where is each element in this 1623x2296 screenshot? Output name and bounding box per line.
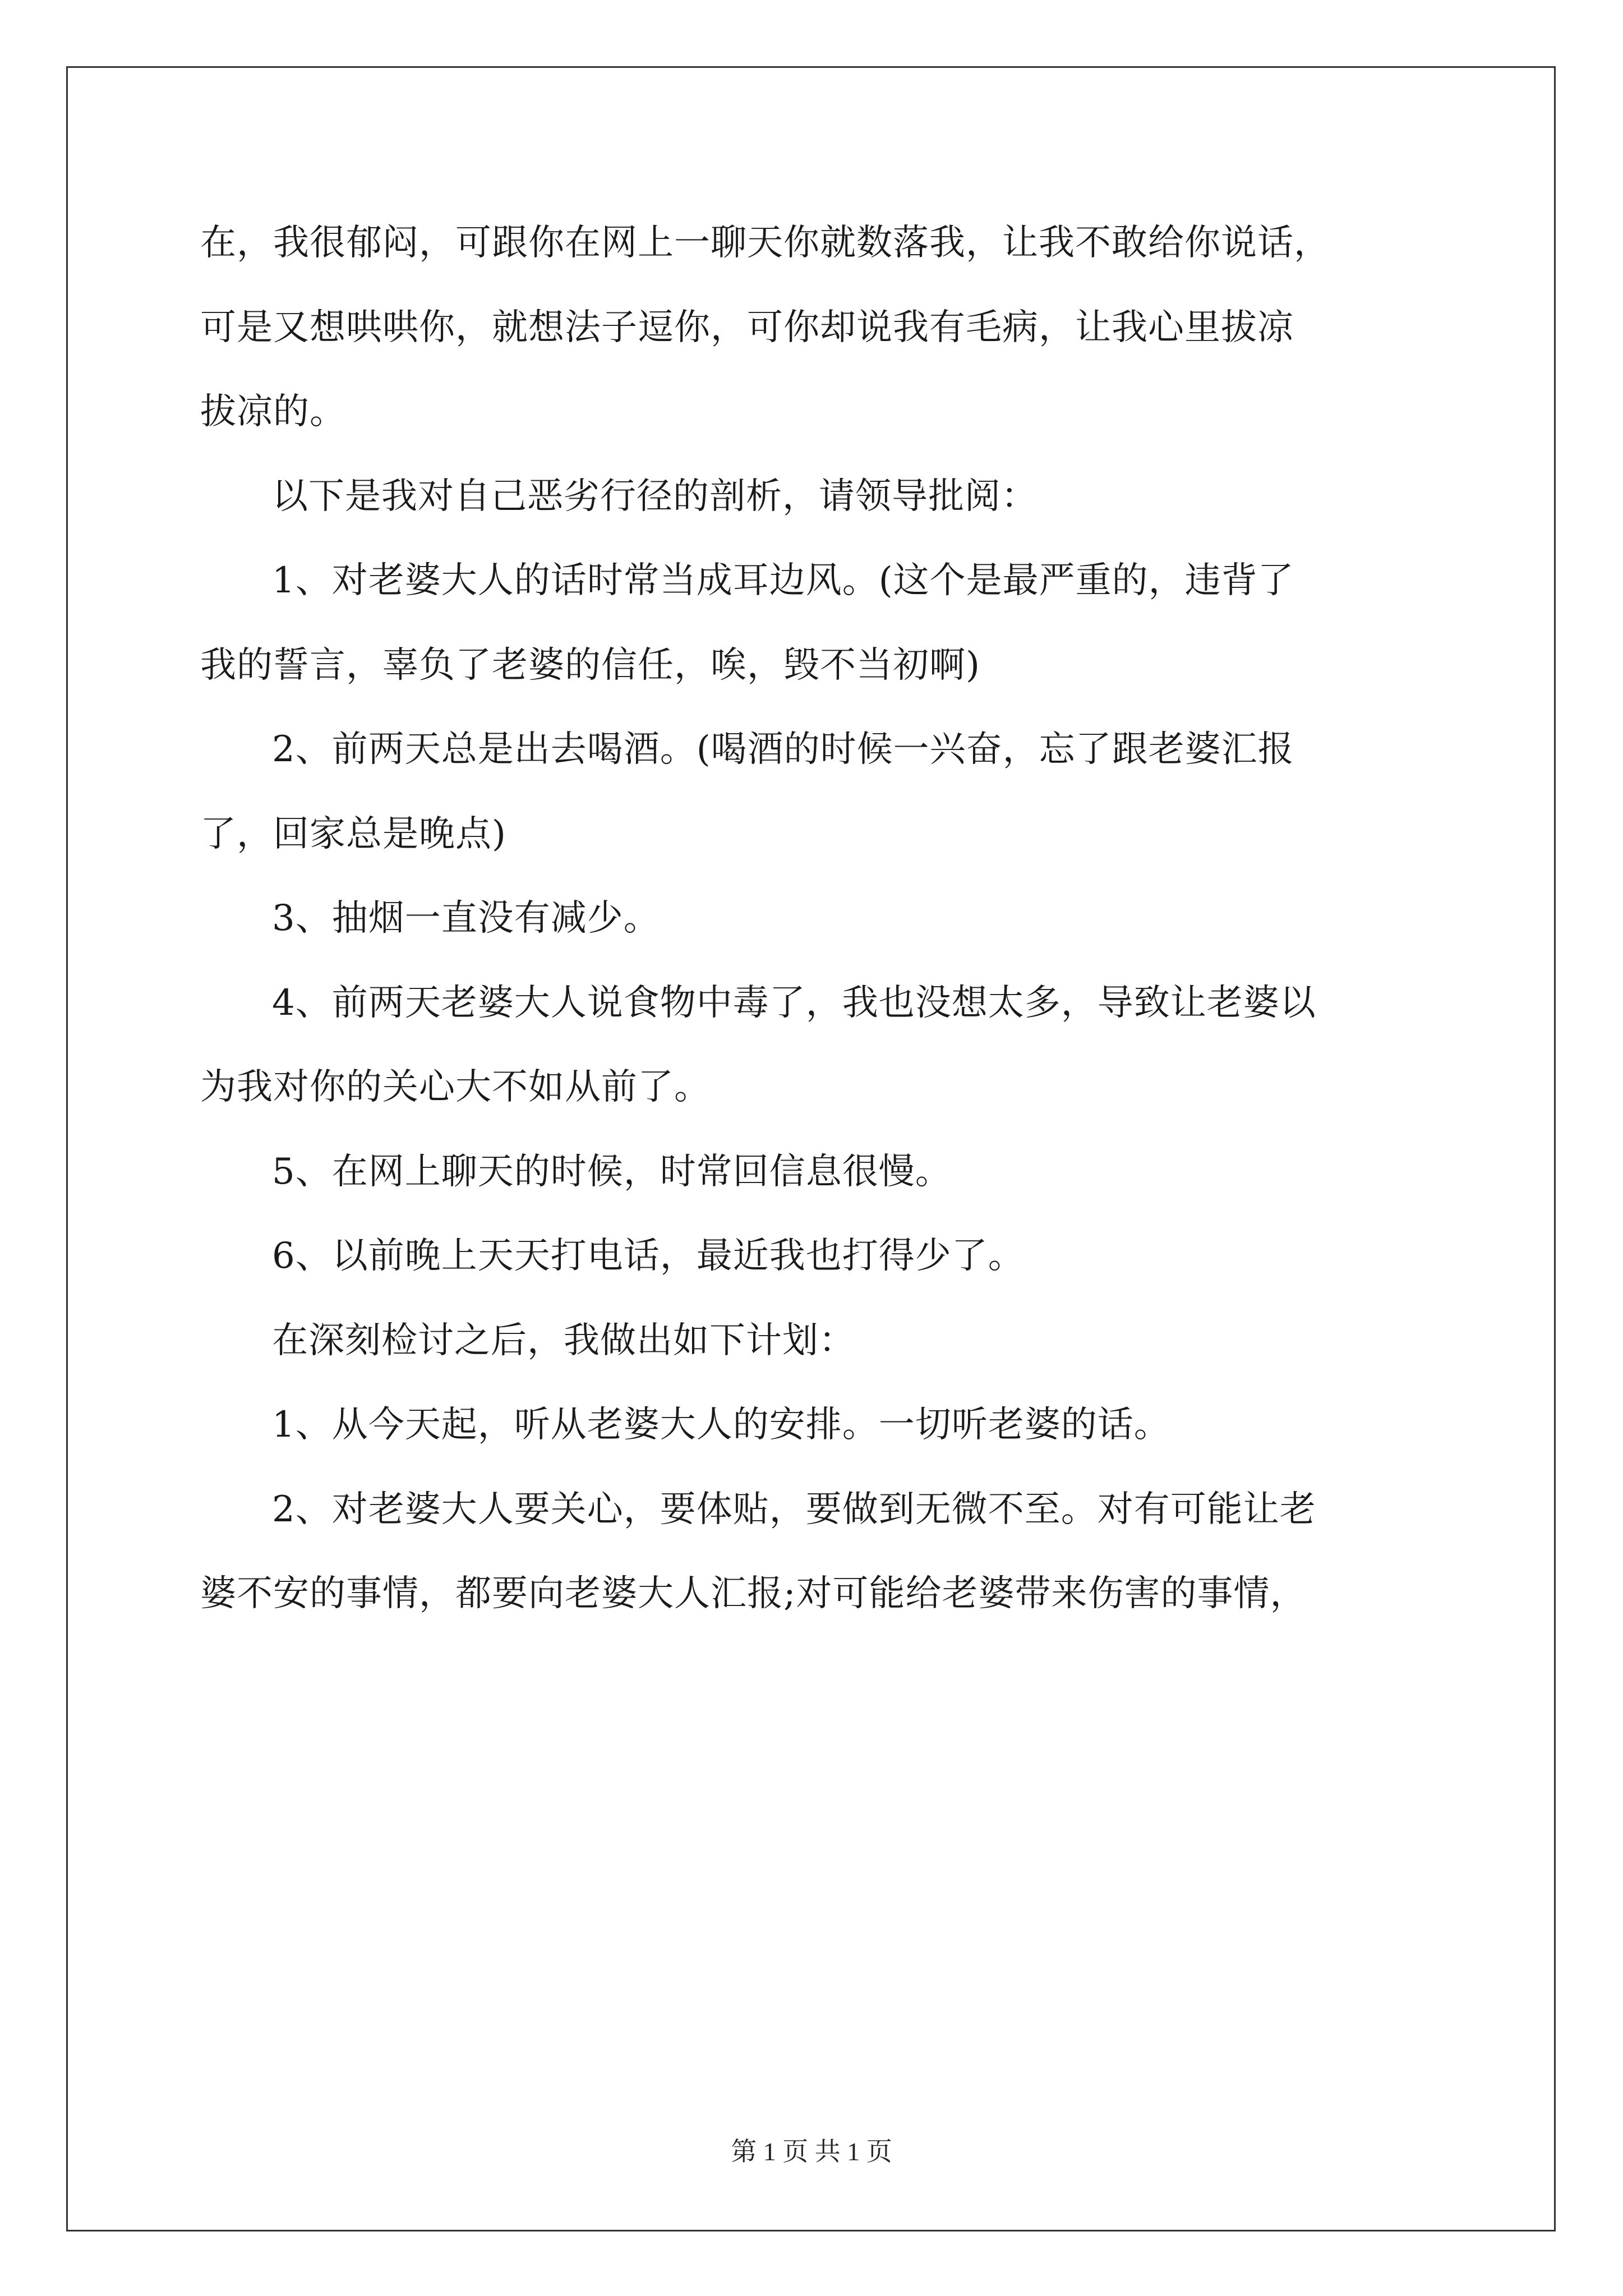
text-line: 2、对老婆大人要关心，要体贴，要做到无微不至。对有可能让老 xyxy=(272,1488,1316,1530)
text-line: 为我对你的关心大不如从前了。 xyxy=(200,1066,711,1108)
text-line: 6、以前晚上天天打电话，最近我也打得少了。 xyxy=(272,1235,1025,1277)
text-line: 婆不安的事情，都要向老婆大人汇报;对可能给老婆带来伤害的事情， xyxy=(200,1573,1307,1614)
text-line: 拔凉的。 xyxy=(200,391,346,432)
text-line: 我的誓言，辜负了老婆的信任，唉，毁不当初啊) xyxy=(200,644,980,686)
page-number-footer: 第 1 页 共 1 页 xyxy=(731,2137,892,2166)
text-line: 4、前两天老婆大人说食物中毒了，我也没想太多，导致让老婆以 xyxy=(272,982,1316,1024)
text-line: 1、对老婆大人的话时常当成耳边风。(这个是最严重的，违背了 xyxy=(272,560,1294,601)
text-line: 可是又想哄哄你，就想法子逗你，可你却说我有毛病，让我心里拔凉 xyxy=(200,306,1294,348)
text-line: 了，回家总是晚点) xyxy=(200,813,506,855)
text-line: 2、前两天总是出去喝酒。(喝酒的时候一兴奋，忘了跟老婆汇报 xyxy=(272,729,1294,770)
text-line: 以下是我对自己恶劣行径的剖析，请领导批阅： xyxy=(272,475,1038,517)
text-line: 在深刻检讨之后，我做出如下计划： xyxy=(272,1319,855,1361)
text-line: 在，我很郁闷，可跟你在网上一聊天你就数落我，让我不敢给你说话， xyxy=(200,222,1330,264)
text-line: 5、在网上聊天的时候，时常回信息很慢。 xyxy=(272,1151,952,1193)
text-line: 3、抽烟一直没有减少。 xyxy=(272,898,660,939)
text-line: 1、从今天起，听从老婆大人的安排。一切听老婆的话。 xyxy=(272,1404,1170,1446)
